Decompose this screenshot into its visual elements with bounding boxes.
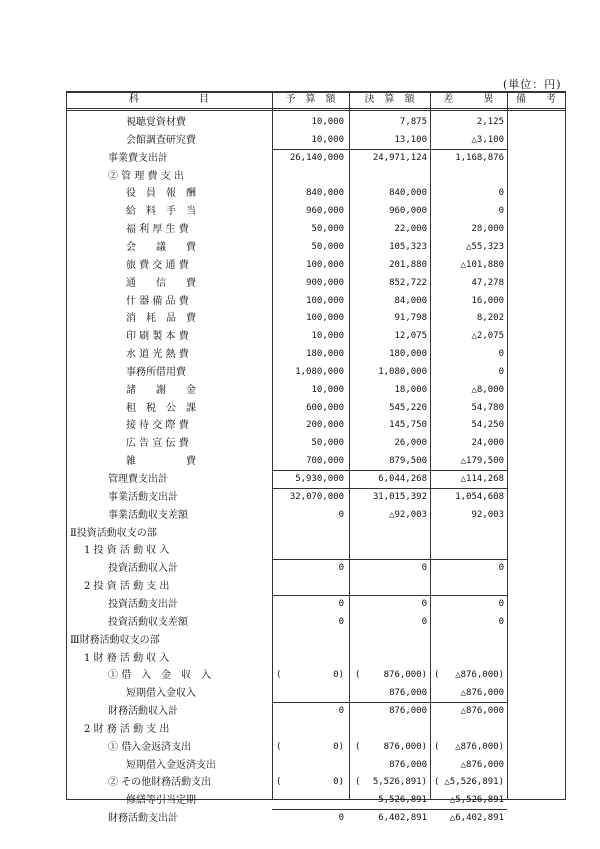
row-label: 通 信 費 (126, 277, 196, 289)
table-row (66, 256, 566, 275)
header-item: 科 目 (129, 94, 209, 105)
cell-difference: 54,250 (471, 420, 504, 431)
row-label: 水 道 光 熱 費 (126, 349, 189, 361)
table-row (66, 452, 566, 471)
row-label: 投資活動収入計 (108, 563, 178, 575)
table-row (66, 274, 566, 293)
table-row (66, 416, 566, 435)
cell-actual: 18,000 (394, 384, 427, 395)
row-label: 財務活動収入計 (108, 706, 178, 718)
cell-budget: 10,000 (311, 384, 344, 395)
cell-budget: 100,000 (306, 259, 344, 270)
cell-difference: 0 (498, 598, 504, 609)
cell-actual: 876,000 (389, 759, 427, 770)
table-row (66, 292, 566, 311)
open-paren: ( (355, 670, 361, 681)
cell-difference: △5,526,891) (444, 777, 504, 788)
table-row (66, 220, 566, 239)
cell-difference: △101,880 (460, 259, 504, 270)
table-row (66, 791, 566, 810)
cell-actual: 26,000 (394, 438, 427, 449)
open-paren: ( (276, 670, 282, 681)
cell-actual: 24,971,124 (372, 152, 427, 163)
table-row (66, 167, 566, 186)
header-bottom-border (66, 108, 566, 109)
subtotal-rule (272, 809, 507, 810)
row-label: ② 管 理 費 支 出 (108, 170, 184, 182)
open-paren: ( (434, 741, 440, 752)
cell-actual: △92,003 (389, 509, 427, 520)
cell-actual: 84,000 (394, 295, 427, 306)
cell-budget: 0 (338, 616, 344, 627)
cell-actual: 876,000) (383, 670, 427, 681)
table-row (66, 309, 566, 328)
cell-budget: 0) (333, 777, 344, 788)
cell-difference: △3,100 (471, 134, 504, 145)
row-label: 事業費支出計 (108, 152, 168, 164)
unit-label: (単位：円) (503, 78, 562, 91)
cell-actual: 13,100 (394, 134, 427, 145)
cell-budget: 50,000 (311, 241, 344, 252)
cell-actual: 145,750 (389, 420, 427, 431)
table-row (66, 809, 566, 828)
cell-difference: △876,000 (460, 759, 504, 770)
cell-budget: 10,000 (311, 117, 344, 127)
cell-actual: 852,722 (389, 277, 427, 288)
row-label: 接 待 交 際 費 (126, 420, 189, 432)
cell-budget: 0 (338, 813, 344, 824)
table-row (66, 773, 566, 792)
row-label: 財務活動支出計 (108, 813, 178, 825)
table-row (66, 202, 566, 221)
open-paren: ( (355, 741, 361, 752)
table-row (66, 595, 566, 614)
row-label: 2 投 資 活 動 支 出 (84, 581, 170, 593)
cell-difference: 92,003 (471, 509, 504, 520)
cell-actual: 6,402,891 (378, 813, 427, 824)
cell-budget: 0 (338, 563, 344, 574)
table-row (66, 738, 566, 757)
row-label: 印 刷 製 本 費 (126, 331, 189, 343)
cell-actual: 876,000 (389, 688, 427, 699)
cell-difference: 16,000 (471, 295, 504, 306)
table-row (66, 345, 566, 364)
cell-actual: 5,526,891 (378, 795, 427, 806)
table-row (66, 399, 566, 418)
row-label: 役 員 報 酬 (126, 188, 196, 200)
row-label: 事業活動収支差額 (108, 509, 188, 521)
cell-actual: 31,015,392 (372, 491, 427, 502)
cell-actual: 879,500 (389, 456, 427, 467)
row-label: 会館調査研究費 (126, 134, 196, 146)
table-row (66, 541, 566, 560)
cell-budget: 180,000 (306, 349, 344, 360)
cell-actual: 6,044,268 (378, 474, 427, 484)
subtotal-rule (272, 488, 507, 489)
row-label: 投資活動収支差額 (108, 616, 188, 628)
table-row (66, 381, 566, 400)
cell-difference: 28,000 (471, 224, 504, 235)
table-row (66, 434, 566, 453)
subtotal-rule (272, 470, 507, 471)
open-paren: ( (434, 670, 440, 681)
row-label: 短期借入金返済支出 (126, 759, 216, 771)
cell-difference: △2,075 (471, 331, 504, 342)
cell-actual: 1,080,000 (378, 366, 427, 377)
table-row (66, 666, 566, 685)
header-remarks: 備 考 (516, 94, 556, 105)
header-difference: 差 異 (443, 94, 494, 105)
row-label: Ⅱ投資活動収支の部 (70, 527, 157, 539)
cell-actual: 22,000 (394, 224, 427, 235)
row-label: 会 議 費 (126, 241, 196, 253)
header-double-border (66, 110, 566, 111)
table-row (66, 184, 566, 203)
row-label: 雑 費 (126, 456, 196, 468)
table-row (66, 470, 566, 489)
row-label: 事務所借用費 (126, 366, 186, 378)
row-label: 短期借入金収入 (126, 688, 196, 700)
cell-difference: △8,000 (471, 384, 504, 395)
cell-budget: 1,080,000 (295, 366, 344, 377)
cell-difference: 1,168,876 (455, 152, 504, 163)
cell-difference: △55,323 (466, 241, 504, 252)
row-label: 什 器 備 品 費 (126, 295, 189, 307)
table-row (66, 702, 566, 721)
cell-difference: 0 (498, 366, 504, 377)
cell-difference: 2,125 (476, 117, 504, 127)
table-row (66, 238, 566, 257)
subtotal-rule (272, 149, 507, 150)
cell-budget: 5,930,000 (295, 474, 344, 484)
cell-budget: 100,000 (306, 295, 344, 306)
table-row (66, 131, 566, 150)
table-row (66, 631, 566, 650)
row-label: 1 投 資 活 動 収 入 (84, 545, 170, 557)
cell-budget: 0 (338, 706, 344, 717)
cell-actual: 545,220 (389, 402, 427, 413)
cell-budget: 10,000 (311, 331, 344, 342)
cell-actual: 180,000 (389, 349, 427, 360)
cell-difference: 24,000 (471, 438, 504, 449)
cell-difference: △876,000 (460, 706, 504, 717)
cell-difference: 0 (498, 563, 504, 574)
cell-actual: 12,075 (394, 331, 427, 342)
cell-difference: 54,780 (471, 402, 504, 413)
subtotal-rule (272, 595, 507, 596)
row-label: ① 借入金返済支出 (108, 741, 192, 753)
cell-actual: 7,875 (399, 117, 427, 127)
cell-budget: 10,000 (311, 134, 344, 145)
row-label: 諸 謝 金 (126, 384, 196, 396)
table-row (66, 613, 566, 632)
cell-actual: 0 (421, 616, 427, 627)
cell-difference: 0 (498, 188, 504, 199)
row-label: 消 耗 品 費 (126, 313, 196, 325)
table-row (66, 684, 566, 703)
table-row (66, 649, 566, 668)
row-label: 福 利 厚 生 費 (126, 224, 189, 236)
table-row (66, 327, 566, 346)
table-row (66, 524, 566, 543)
cell-difference: 0 (498, 349, 504, 360)
cell-budget: 0) (333, 670, 344, 681)
cell-actual: 876,000 (389, 706, 427, 717)
cell-budget: 840,000 (306, 188, 344, 199)
row-label: 旅 費 交 通 費 (126, 259, 189, 271)
row-label: ② その他財務活動支出 (108, 777, 212, 789)
cell-difference: △5,526,891 (449, 795, 504, 806)
cell-budget: 600,000 (306, 402, 344, 413)
open-paren: ( (355, 777, 361, 788)
subtotal-rule (272, 559, 507, 560)
cell-budget: 50,000 (311, 224, 344, 235)
cell-actual: 840,000 (389, 188, 427, 199)
cell-difference: 0 (498, 616, 504, 627)
cell-budget: 0 (338, 598, 344, 609)
open-paren: ( (276, 741, 282, 752)
row-label: 租 税 公 課 (126, 402, 196, 414)
header-budget: 予 算 額 (285, 94, 336, 105)
cell-actual: 5,526,891) (372, 777, 427, 788)
table-row (66, 559, 566, 578)
row-label: 視聴覚資材費 (126, 117, 186, 128)
cell-budget: 32,070,000 (289, 491, 344, 502)
cell-difference: △876,000 (460, 688, 504, 699)
row-label: 事業活動支出計 (108, 491, 178, 503)
table-row (66, 756, 566, 775)
row-label: 管理費支出計 (108, 474, 168, 485)
row-label: 2 財 務 活 動 支 出 (84, 723, 170, 735)
row-label: 投資活動支出計 (108, 598, 178, 610)
table-row (66, 113, 566, 132)
cell-difference: 1,054,608 (455, 491, 504, 502)
cell-difference: 8,202 (476, 313, 504, 324)
row-label: 修繕等引当定期 (126, 795, 196, 807)
table-row (66, 488, 566, 507)
cell-actual: 105,323 (389, 241, 427, 252)
cell-actual: 201,880 (389, 259, 427, 270)
cell-budget: 26,140,000 (289, 152, 344, 163)
cell-budget: 700,000 (306, 456, 344, 467)
cell-budget: 200,000 (306, 420, 344, 431)
cell-actual: 0 (421, 598, 427, 609)
open-paren: ( (276, 777, 282, 788)
row-label: 広 告 宣 伝 費 (126, 438, 189, 450)
header-actual: 決 算 額 (364, 94, 415, 105)
cell-difference: △876,000) (455, 670, 504, 681)
open-paren: ( (434, 777, 440, 788)
table-row (66, 720, 566, 739)
cell-budget: 100,000 (306, 313, 344, 324)
cell-difference: 47,278 (471, 277, 504, 288)
cell-difference: △876,000) (455, 741, 504, 752)
cell-difference: △6,402,891 (449, 813, 504, 824)
row-label: 1 財 務 活 動 収 入 (84, 652, 170, 664)
table-row (66, 363, 566, 382)
row-label: ① 借 入 金 収 入 (108, 670, 212, 682)
cell-difference: △179,500 (460, 456, 504, 467)
cell-actual: 91,798 (394, 313, 427, 324)
cell-budget: 0) (333, 741, 344, 752)
cell-difference: △114,268 (460, 474, 504, 484)
cell-budget: 960,000 (306, 206, 344, 217)
budget-settlement-table (66, 91, 566, 825)
cell-difference: 0 (498, 206, 504, 217)
cell-budget: 50,000 (311, 438, 344, 449)
row-label: Ⅲ財務活動収支の部 (70, 634, 160, 646)
cell-actual: 876,000) (383, 741, 427, 752)
subtotal-rule (272, 702, 507, 703)
table-row (66, 149, 566, 168)
cell-budget: 0 (338, 509, 344, 520)
cell-actual: 960,000 (389, 206, 427, 217)
cell-actual: 0 (421, 563, 427, 574)
table-row (66, 577, 566, 596)
cell-budget: 900,000 (306, 277, 344, 288)
table-row (66, 506, 566, 525)
row-label: 給 料 手 当 (126, 206, 196, 218)
